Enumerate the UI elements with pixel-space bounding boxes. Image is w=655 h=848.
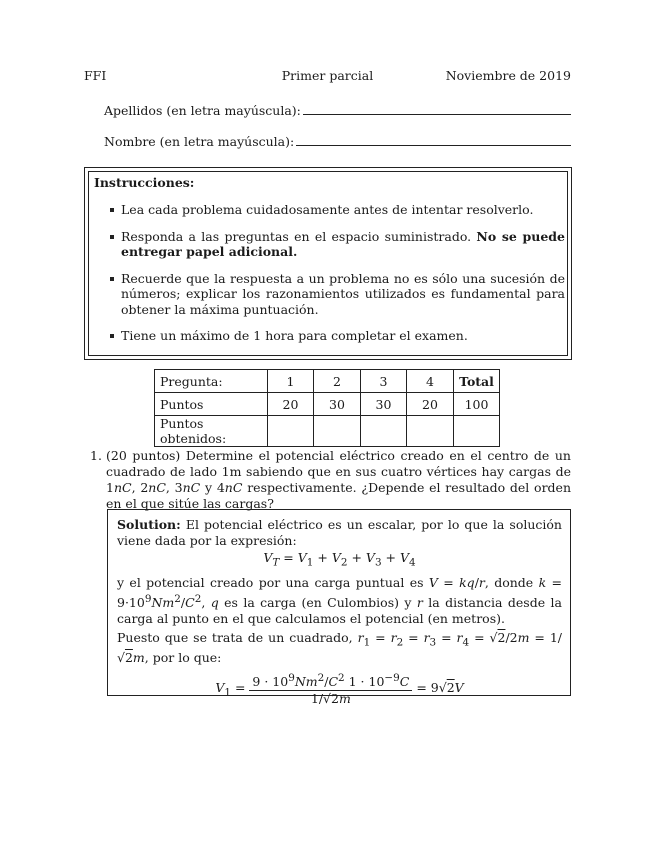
points-cell: 30 [314,393,361,416]
apellidos-field[interactable] [104,100,571,118]
score-input-cell[interactable] [407,416,454,447]
instructions-inner-border [88,171,568,356]
nombre-label: Nombre (en letra mayúscula): [104,134,295,149]
instruction-item: Recuerde que la respuesta a un problema no es sólo una sucesión de números; explicar los razonamientos utilizados es fundamental para obtener la máxima puntuación. [95,271,565,318]
total-points-cell: 100 [454,393,500,416]
row-label: Puntos [155,393,268,416]
fraction: $\frac{9 \cdot 10^9Nm^2/C^2 1 \cdot 10^{-9}C}{1/√2m}$ [249,670,412,707]
solution-paragraph: Puesto que se trata de un cuadrado, $r_1 = r_2 = r_3 = r_4 = √2/2m = 1/√2m$, por lo que: [117,629,563,666]
problem-1 [90,448,571,512]
table-row [155,393,500,416]
problem-number: 1. [90,448,102,463]
instruction-bold-note: No se puede entregar papel adicional. [121,228,565,259]
apellidos-line[interactable] [303,113,571,115]
solution-label: Solution: [117,517,181,532]
exam-title: Primer parcial [281,68,374,83]
apellidos-label: Apellidos (en letra mayúscula): [104,103,301,118]
score-input-cell[interactable] [268,416,314,447]
equation-v1: $V_1$ = $\frac{9 \cdot 10^9Nm^2/C^2 1 \cdot 10^{-9}C}{1/√2m}$ = 9√2V [215,672,464,707]
exam-date: Noviembre de 2019 [445,68,571,83]
total-score-input-cell[interactable] [454,416,500,447]
table-row [155,416,500,447]
equation-total-potential: $V_T = V_1 + V_2 + V_3 + V_4$ [263,550,416,569]
instruction-item: Tiene un máximo de 1 hora para completar el examen. [95,328,565,344]
question-number: 4 [407,370,454,393]
instructions-box [84,167,572,360]
solution-box [107,509,571,707]
points-cell: 20 [407,393,454,416]
question-number: 1 [268,370,314,393]
instruction-item: Lea cada problema cuidadosamente antes de intentar resolverlo. [95,202,565,218]
nombre-line[interactable] [296,144,571,146]
row-label: Pregunta: [155,370,268,393]
solution-paragraph: Solution: El potencial eléctrico es un escalar, por lo que la solución viene dada por la expresión: [117,517,562,548]
instruction-item: Responda a las preguntas en el espacio suministrado. No se puede entregar papel adicional. [95,229,565,260]
question-number: 2 [314,370,361,393]
question-number: 3 [361,370,407,393]
table-row [155,370,500,393]
row-label: Puntos obtenidos: [155,416,268,447]
grade-table [154,369,500,447]
problem-text: (20 puntos) Determine el potencial eléctrico creado en el centro de un cuadrado de lado 1m sabiendo que en sus cuatro vértices hay cargas de 1nC, 2nC, 3nC y 4nC respectivamente. ¿Depende el resultado del orden en el que sitúe las cargas? [106,448,572,511]
solution-paragraph: y el potencial creado por una carga puntual es V = kq/r, donde $k = 9\cdot 10^9Nm^2/C^2$, q es la carga (en Culombios) y r la distancia desde la carga al punto en el que calculamos el potencial (en metros). [117,574,562,626]
instructions-list [95,202,565,344]
points-cell: 30 [361,393,407,416]
page-header [84,68,571,86]
total-header: Total [454,370,500,393]
score-input-cell[interactable] [314,416,361,447]
instructions-title: Instrucciones: [94,175,195,190]
score-input-cell[interactable] [361,416,407,447]
nombre-field[interactable] [104,131,571,149]
points-cell: 20 [268,393,314,416]
course-code: FFI [84,68,107,83]
solution-body [117,517,562,711]
